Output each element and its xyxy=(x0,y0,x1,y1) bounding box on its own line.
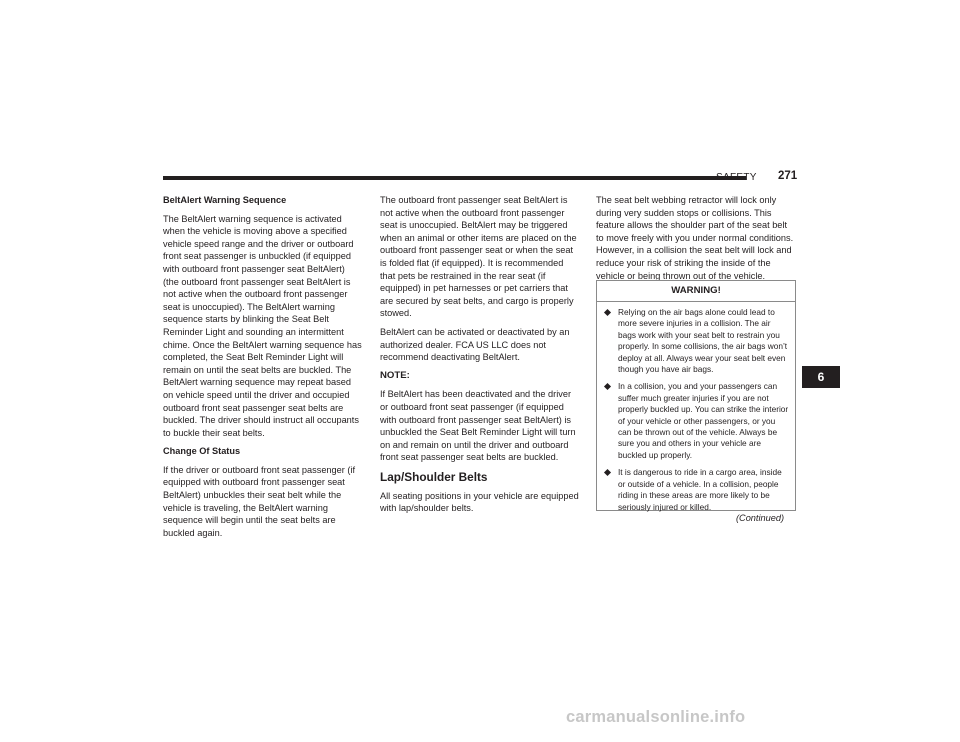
header-rule xyxy=(163,176,746,180)
warning-text: It is dangerous to ride in a cargo area, inside or outside of a vehicle. In a collision, people riding in these areas are more likely to be seriously injured or killed. xyxy=(618,467,782,512)
paragraph: If the driver or outboard front seat passenger (if equipped with outboard front passenger seat BeltAlert) unbuckles their seat belt while the vehicle is traveling, the BeltAlert warning sequence will begin until the seat belts are buckled again. xyxy=(163,464,356,538)
column-1 xyxy=(163,194,363,545)
column-3 xyxy=(596,194,797,288)
warning-item xyxy=(603,381,789,461)
section-title: SAFETY xyxy=(716,172,757,183)
section-heading-lap-shoulder-belts: Lap/Shoulder Belts xyxy=(380,469,488,484)
warning-item xyxy=(603,467,789,513)
warning-item xyxy=(603,307,789,375)
warning-box xyxy=(596,280,796,511)
paragraph: All seating positions in your vehicle are equipped with lap/shoulder belts. xyxy=(380,490,579,514)
continued-label: (Continued) xyxy=(736,513,785,523)
bullet-icon xyxy=(604,383,611,390)
warning-list xyxy=(597,302,795,513)
subheading-beltalert-sequence: BeltAlert Warning Sequence xyxy=(163,195,287,205)
page-number: 271 xyxy=(778,170,798,182)
note-text: If BeltAlert has been deactivated and the driver or outboard front seat passenger (if equipped with outboard front passenger seat BeltAlert) is unbuckled the Seat Belt Reminder Light will turn on and remain on until the driver and outboard front seat passenger seat belts are buckled. xyxy=(380,389,576,463)
paragraph: BeltAlert can be activated or deactivated by an authorized dealer. FCA US LLC does not recommend deactivating BeltAlert. xyxy=(380,326,570,363)
bullet-icon xyxy=(604,469,611,476)
warning-text: Relying on the air bags alone could lead to more severe injuries in a collision. The air bags work with your seat belt to restrain you properly. In some collisions, the air bags won’t deploy at all. Always wear your seat belt even though you have air bags. xyxy=(618,307,788,375)
chapter-tab: 6 xyxy=(802,366,840,388)
paragraph: The BeltAlert warning sequence is activated when the vehicle is moving above a specified vehicle speed range and the driver or outboard front seat passenger is unbuckled (if equipped with outboard front passenger seat BeltAlert) (the outboard front passenger seat BeltAlert is not active when the outboard front passenger seat is unoccupied). The BeltAlert warning sequence starts by blinking the Seat Belt Reminder Light and sounding an intermittent chime. Once the BeltAlert warning sequence has completed, the Seat Belt Reminder Light will remain on until the seat belts are buckled. The BeltAlert warning sequence may repeat based on vehicle speed until the driver and occupied outboard front seat passenger seat belts are buckled. The driver should instruct all occupants to buckle their seat belts. xyxy=(163,213,362,438)
paragraph: The outboard front passenger seat BeltAlert is not active when the outboard front passenger seat is unoccupied. BeltAlert may be triggered when an animal or other items are placed on the outboard front passenger seat or when the seat is folded flat (if equipped). It is recommended that pets be restrained in the rear seat (if equipped) in pet harnesses or pet carriers that are secured by seat belts, and cargo is properly stowed. xyxy=(380,195,577,319)
subheading-change-of-status: Change Of Status xyxy=(163,446,241,457)
note-label: NOTE: xyxy=(380,369,410,381)
bullet-icon xyxy=(604,309,611,316)
warning-text: In a collision, you and your passengers can suffer much greater injuries if you are not properly buckled up. You can strike the interior of your vehicle or other passengers, or you can be thrown out of the vehicle. Always be sure you and others in your vehicle are buckled up properly. xyxy=(618,381,789,460)
watermark-link[interactable]: carmanualsonline.info xyxy=(566,708,746,726)
paragraph: The seat belt webbing retractor will lock only during very sudden stops or collisions. This feature allows the shoulder part of the seat belt to move freely with you under normal conditions. However, in a collision the seat belt will lock and reduce your risk of striking the inside of the vehicle or being thrown out of the vehicle. xyxy=(596,195,794,281)
column-2 xyxy=(380,194,580,521)
warning-title: WARNING! xyxy=(597,281,795,302)
